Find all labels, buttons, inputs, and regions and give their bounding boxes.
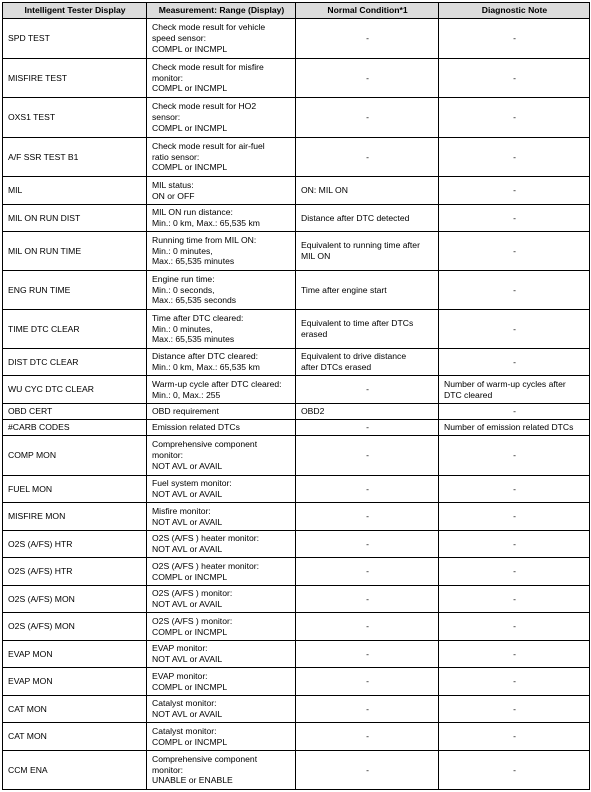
cell-tester-display <box>3 205 147 232</box>
cell-measurement-range <box>147 641 296 668</box>
cell-normal-condition <box>296 205 439 232</box>
cell-measurement-range <box>147 751 296 790</box>
cell-measurement-range-line: COMPL or INCMPL <box>152 162 228 173</box>
cell-diagnostic-note-line: - <box>513 483 516 494</box>
cell-measurement-range-line: Check mode result for HO2 <box>152 101 257 112</box>
cell-diagnostic-note <box>439 420 590 436</box>
cell-normal-condition-line: MIL ON <box>301 251 331 261</box>
cell-tester-display-line: CAT MON <box>8 731 47 742</box>
cell-diagnostic-note <box>439 531 590 558</box>
cell-diagnostic-note <box>439 232 590 271</box>
cell-tester-display <box>3 668 147 696</box>
cell-measurement-range <box>147 98 296 138</box>
cell-normal-condition-line: - <box>366 703 369 714</box>
cell-measurement-range-line: Time after DTC cleared: <box>152 312 244 323</box>
cell-diagnostic-note <box>439 271 590 310</box>
cell-measurement-range-line: Catalyst monitor: <box>152 725 217 736</box>
cell-normal-condition <box>296 349 439 376</box>
cell-tester-display <box>3 19 147 59</box>
cell-measurement-range-line: O2S (A/FS ) monitor: <box>152 588 233 599</box>
cell-normal-condition <box>296 310 439 349</box>
cell-normal-condition-line: OBD2 <box>301 406 325 417</box>
cell-tester-display <box>3 59 147 98</box>
cell-measurement-range <box>147 503 296 531</box>
cell-normal-condition <box>296 436 439 476</box>
cell-tester-display <box>3 696 147 723</box>
cell-measurement-range-line: COMPL or INCMPL <box>152 571 228 582</box>
cell-measurement-range-line: COMPL or INCMPL <box>152 122 228 133</box>
cell-normal-condition-line: - <box>366 72 369 83</box>
cell-diagnostic-note <box>439 205 590 232</box>
cell-measurement-range-line: Min.: 0 km, Max.: 65,535 km <box>152 362 260 372</box>
table-row <box>3 19 590 59</box>
cell-diagnostic-note-line: - <box>513 33 516 44</box>
cell-measurement-range <box>147 613 296 641</box>
table-row <box>3 59 590 98</box>
cell-measurement-range-line: Check mode result for vehicle <box>152 22 266 33</box>
cell-normal-condition <box>296 723 439 751</box>
table-row <box>3 558 590 586</box>
cell-measurement-range-line: UNABLE or ENABLE <box>152 775 233 786</box>
cell-diagnostic-note <box>439 177 590 205</box>
cell-tester-display <box>3 436 147 476</box>
cell-measurement-range-line: OBD requirement <box>152 406 219 417</box>
cell-normal-condition <box>296 420 439 436</box>
table-row <box>3 349 590 376</box>
cell-diagnostic-note-line: - <box>513 511 516 522</box>
cell-measurement-range-line: monitor: <box>152 450 184 461</box>
cell-diagnostic-note <box>439 503 590 531</box>
cell-normal-condition-line: - <box>366 764 369 775</box>
cell-tester-display-line: ENG RUN TIME <box>8 284 71 295</box>
cell-tester-display <box>3 751 147 790</box>
cell-normal-condition <box>296 19 439 59</box>
cell-normal-condition-line: Equivalent to running time after <box>301 240 420 251</box>
cell-measurement-range-line: EVAP monitor: <box>152 670 208 681</box>
cell-normal-condition <box>296 59 439 98</box>
cell-diagnostic-note-line: Number of emission related DTCs <box>444 422 574 433</box>
cell-measurement-range-line: NOT AVL or AVAIL <box>152 599 223 609</box>
cell-diagnostic-note-line: - <box>513 151 516 162</box>
cell-measurement-range-line: Check mode result for misfire <box>152 61 264 72</box>
cell-normal-condition-line: Distance after DTC detected <box>301 212 410 223</box>
cell-measurement-range-line: Max.: 65,535 minutes <box>152 334 235 345</box>
cell-normal-condition <box>296 613 439 641</box>
header-normal-condition: Normal Condition*1 <box>296 3 439 19</box>
cell-measurement-range <box>147 205 296 232</box>
cell-measurement-range-line: NOT AVL or AVAIL <box>152 654 223 664</box>
cell-normal-condition <box>296 98 439 138</box>
cell-normal-condition <box>296 586 439 613</box>
cell-diagnostic-note-line: - <box>513 406 516 417</box>
cell-normal-condition-line: - <box>366 676 369 687</box>
table-row <box>3 613 590 641</box>
cell-measurement-range <box>147 310 296 349</box>
cell-tester-display <box>3 177 147 205</box>
cell-normal-condition <box>296 503 439 531</box>
cell-normal-condition-line: Equivalent to drive distance <box>301 351 407 362</box>
cell-measurement-range-line: Min.: 0 km, Max.: 65,535 km <box>152 218 260 228</box>
table-header-row <box>3 3 590 19</box>
cell-diagnostic-note <box>439 436 590 476</box>
cell-diagnostic-note <box>439 751 590 790</box>
cell-measurement-range-line: O2S (A/FS ) heater monitor: <box>152 533 259 544</box>
cell-tester-display-line: O2S (A/FS) HTR <box>8 566 73 577</box>
cell-diagnostic-note <box>439 19 590 59</box>
cell-measurement-range-line: O2S (A/FS ) heater monitor: <box>152 560 259 571</box>
cell-tester-display-line: A/F SSR TEST B1 <box>8 151 79 162</box>
cell-tester-display <box>3 349 147 376</box>
cell-normal-condition-line: - <box>366 511 369 522</box>
cell-measurement-range <box>147 404 296 420</box>
cell-normal-condition-line: ON: MIL ON <box>301 185 348 196</box>
cell-measurement-range-line: ratio sensor: <box>152 151 200 162</box>
cell-measurement-range-line: Fuel system monitor: <box>152 478 232 489</box>
table-row <box>3 310 590 349</box>
cell-normal-condition-line: - <box>366 731 369 742</box>
cell-measurement-range <box>147 420 296 436</box>
cell-diagnostic-note-line: Number of warm-up cycles after <box>444 378 566 389</box>
cell-measurement-range-line: MIL ON run distance: <box>152 207 233 218</box>
cell-tester-display-line: MISFIRE MON <box>8 511 66 522</box>
cell-measurement-range-line: O2S (A/FS ) monitor: <box>152 615 233 626</box>
cell-measurement-range-line: Min.: 0 seconds, <box>152 284 215 295</box>
cell-normal-condition <box>296 271 439 310</box>
cell-measurement-range-line: COMPL or INCMPL <box>152 43 228 54</box>
cell-measurement-range <box>147 349 296 376</box>
cell-measurement-range-line: COMPL or INCMPL <box>152 626 228 637</box>
cell-tester-display-line: COMP MON <box>8 450 57 461</box>
cell-tester-display-line: O2S (A/FS) HTR <box>8 538 73 549</box>
cell-normal-condition-line: - <box>366 483 369 494</box>
cell-diagnostic-note <box>439 668 590 696</box>
cell-normal-condition <box>296 558 439 586</box>
cell-measurement-range-line: sensor: <box>152 112 181 123</box>
cell-normal-condition-line: Equivalent to time after DTCs <box>301 318 414 329</box>
cell-measurement-range-line: NOT AVL or AVAIL <box>152 489 223 499</box>
cell-tester-display <box>3 271 147 310</box>
table-body <box>3 19 590 790</box>
cell-diagnostic-note <box>439 586 590 613</box>
cell-diagnostic-note-line: - <box>513 593 516 604</box>
cell-diagnostic-note-line: - <box>513 72 516 83</box>
cell-normal-condition <box>296 376 439 404</box>
cell-tester-display <box>3 641 147 668</box>
cell-diagnostic-note-line: - <box>513 284 516 295</box>
cell-normal-condition <box>296 138 439 177</box>
cell-tester-display-line: #CARB CODES <box>8 422 70 433</box>
header-tester-display: Intelligent Tester Display <box>3 3 147 19</box>
table-row <box>3 641 590 668</box>
table-row <box>3 586 590 613</box>
cell-measurement-range <box>147 138 296 177</box>
cell-tester-display-line: MIL ON RUN TIME <box>8 245 82 256</box>
cell-measurement-range <box>147 668 296 696</box>
table-row <box>3 696 590 723</box>
cell-diagnostic-note <box>439 558 590 586</box>
table-row <box>3 404 590 420</box>
cell-tester-display-line: O2S (A/FS) MON <box>8 621 75 632</box>
cell-diagnostic-note-line: - <box>513 764 516 775</box>
cell-normal-condition <box>296 177 439 205</box>
cell-measurement-range-line: speed sensor: <box>152 33 206 44</box>
header-diagnostic-note: Diagnostic Note <box>439 3 590 19</box>
cell-measurement-range-line: Min.: 0 minutes, <box>152 245 213 256</box>
cell-normal-condition <box>296 232 439 271</box>
cell-tester-display <box>3 404 147 420</box>
table-row <box>3 436 590 476</box>
cell-diagnostic-note <box>439 349 590 376</box>
table-row <box>3 668 590 696</box>
cell-normal-condition-line: - <box>366 593 369 604</box>
cell-tester-display-line: CAT MON <box>8 703 47 714</box>
cell-measurement-range <box>147 696 296 723</box>
cell-tester-display <box>3 98 147 138</box>
cell-diagnostic-note <box>439 310 590 349</box>
cell-normal-condition-line: - <box>366 384 369 395</box>
cell-measurement-range-line: Catalyst monitor: <box>152 698 217 709</box>
cell-measurement-range-line: Min.: 0 minutes, <box>152 323 213 334</box>
table-row <box>3 177 590 205</box>
cell-measurement-range <box>147 177 296 205</box>
cell-tester-display <box>3 420 147 436</box>
cell-measurement-range <box>147 232 296 271</box>
table-row <box>3 531 590 558</box>
cell-normal-condition <box>296 404 439 420</box>
cell-diagnostic-note-line: - <box>513 648 516 659</box>
cell-tester-display <box>3 503 147 531</box>
cell-diagnostic-note-line: - <box>513 245 516 256</box>
cell-tester-display <box>3 531 147 558</box>
cell-tester-display-line: FUEL MON <box>8 483 53 494</box>
cell-tester-display <box>3 138 147 177</box>
table-row <box>3 751 590 790</box>
cell-diagnostic-note <box>439 138 590 177</box>
cell-diagnostic-note-line: - <box>513 731 516 742</box>
cell-normal-condition-line: - <box>366 648 369 659</box>
cell-diagnostic-note-line: - <box>513 323 516 334</box>
cell-diagnostic-note-line: - <box>513 212 516 223</box>
cell-measurement-range-line: NOT AVL or AVAIL <box>152 460 223 471</box>
cell-normal-condition-line: Time after engine start <box>301 284 387 295</box>
cell-diagnostic-note <box>439 723 590 751</box>
table-row <box>3 98 590 138</box>
cell-normal-condition-line: - <box>366 538 369 549</box>
cell-tester-display-line: O2S (A/FS) MON <box>8 593 75 604</box>
cell-tester-display-line: MISFIRE TEST <box>8 72 68 83</box>
cell-measurement-range-line: EVAP monitor: <box>152 643 208 654</box>
table-row <box>3 476 590 503</box>
cell-measurement-range <box>147 723 296 751</box>
cell-tester-display-line: MIL ON RUN DIST <box>8 212 81 223</box>
cell-measurement-range-line: Min.: 0, Max.: 255 <box>152 389 221 400</box>
cell-measurement-range-line: MIL status: <box>152 179 194 190</box>
table-row <box>3 420 590 436</box>
cell-diagnostic-note <box>439 696 590 723</box>
cell-normal-condition-line: - <box>366 422 369 433</box>
tester-data-table <box>2 2 590 790</box>
cell-diagnostic-note <box>439 641 590 668</box>
cell-normal-condition <box>296 641 439 668</box>
cell-diagnostic-note-line: - <box>513 112 516 123</box>
cell-measurement-range-line: Check mode result for air-fuel <box>152 140 265 151</box>
cell-normal-condition <box>296 668 439 696</box>
cell-tester-display-line: SPD TEST <box>8 33 50 44</box>
cell-tester-display <box>3 376 147 404</box>
cell-normal-condition-line: - <box>366 112 369 123</box>
cell-tester-display <box>3 310 147 349</box>
cell-normal-condition-line: - <box>366 151 369 162</box>
cell-tester-display-line: TIME DTC CLEAR <box>8 323 80 334</box>
cell-measurement-range-line: monitor: <box>152 764 184 775</box>
cell-measurement-range-line: Max.: 65,535 minutes <box>152 256 235 267</box>
cell-tester-display-line: CCM ENA <box>8 764 48 775</box>
cell-tester-display <box>3 558 147 586</box>
cell-normal-condition-line: - <box>366 450 369 461</box>
cell-measurement-range-line: COMPL or INCMPL <box>152 83 228 94</box>
cell-diagnostic-note <box>439 98 590 138</box>
cell-measurement-range-line: COMPL or INCMPL <box>152 681 228 692</box>
cell-tester-display <box>3 723 147 751</box>
cell-tester-display-line: WU CYC DTC CLEAR <box>8 384 94 395</box>
cell-measurement-range-line: Max.: 65,535 seconds <box>152 295 237 306</box>
cell-normal-condition-line: erased <box>301 329 328 339</box>
cell-measurement-range <box>147 476 296 503</box>
cell-tester-display-line: DIST DTC CLEAR <box>8 356 79 367</box>
cell-measurement-range-line: monitor: <box>152 72 184 83</box>
table-row <box>3 271 590 310</box>
cell-normal-condition <box>296 531 439 558</box>
cell-normal-condition-line: - <box>366 566 369 577</box>
table-row <box>3 232 590 271</box>
cell-diagnostic-note-line: - <box>513 676 516 687</box>
cell-measurement-range <box>147 59 296 98</box>
cell-measurement-range <box>147 19 296 59</box>
cell-diagnostic-note <box>439 404 590 420</box>
cell-measurement-range-line: Comprehensive component <box>152 439 258 450</box>
cell-measurement-range-line: ON or OFF <box>152 190 195 201</box>
cell-measurement-range-line: NOT AVL or AVAIL <box>152 709 223 719</box>
table-row <box>3 376 590 404</box>
cell-measurement-range-line: Misfire monitor: <box>152 505 211 516</box>
cell-measurement-range-line: Comprehensive component <box>152 753 258 764</box>
cell-diagnostic-note <box>439 476 590 503</box>
cell-measurement-range-line: NOT AVL or AVAIL <box>152 516 223 527</box>
cell-normal-condition-line: after DTCs erased <box>301 362 372 372</box>
cell-tester-display <box>3 476 147 503</box>
cell-tester-display-line: OXS1 TEST <box>8 112 56 123</box>
cell-diagnostic-note <box>439 59 590 98</box>
cell-normal-condition <box>296 696 439 723</box>
cell-measurement-range <box>147 436 296 476</box>
cell-measurement-range-line: COMPL or INCMPL <box>152 736 228 747</box>
cell-normal-condition <box>296 476 439 503</box>
cell-diagnostic-note <box>439 613 590 641</box>
cell-diagnostic-note-line: - <box>513 621 516 632</box>
cell-measurement-range-line: Distance after DTC cleared: <box>152 351 259 362</box>
cell-diagnostic-note-line: - <box>513 185 516 196</box>
cell-measurement-range <box>147 271 296 310</box>
table-row <box>3 138 590 177</box>
cell-diagnostic-note-line: - <box>513 703 516 714</box>
cell-measurement-range-line: Running time from MIL ON: <box>152 234 257 245</box>
cell-measurement-range-line: Emission related DTCs <box>152 422 240 433</box>
cell-diagnostic-note-line: - <box>513 450 516 461</box>
cell-normal-condition <box>296 751 439 790</box>
cell-tester-display-line: OBD CERT <box>8 406 53 417</box>
header-measurement-range: Measurement: Range (Display) <box>147 3 296 19</box>
cell-tester-display <box>3 586 147 613</box>
cell-diagnostic-note <box>439 376 590 404</box>
table-row <box>3 503 590 531</box>
table-row <box>3 723 590 751</box>
cell-tester-display-line: EVAP MON <box>8 676 53 687</box>
cell-tester-display-line: EVAP MON <box>8 648 53 659</box>
cell-diagnostic-note-line: DTC cleared <box>444 389 493 400</box>
cell-measurement-range <box>147 558 296 586</box>
cell-tester-display <box>3 232 147 271</box>
cell-measurement-range <box>147 376 296 404</box>
cell-normal-condition-line: - <box>366 621 369 632</box>
cell-normal-condition-line: - <box>366 33 369 44</box>
cell-measurement-range-line: Engine run time: <box>152 273 215 284</box>
cell-measurement-range <box>147 531 296 558</box>
cell-tester-display <box>3 613 147 641</box>
cell-diagnostic-note-line: - <box>513 356 516 367</box>
cell-diagnostic-note-line: - <box>513 538 516 549</box>
cell-measurement-range <box>147 586 296 613</box>
cell-diagnostic-note-line: - <box>513 566 516 577</box>
cell-measurement-range-line: Warm-up cycle after DTC cleared: <box>152 378 282 389</box>
table-row <box>3 205 590 232</box>
cell-tester-display-line: MIL <box>8 185 23 196</box>
cell-measurement-range-line: NOT AVL or AVAIL <box>152 544 223 554</box>
